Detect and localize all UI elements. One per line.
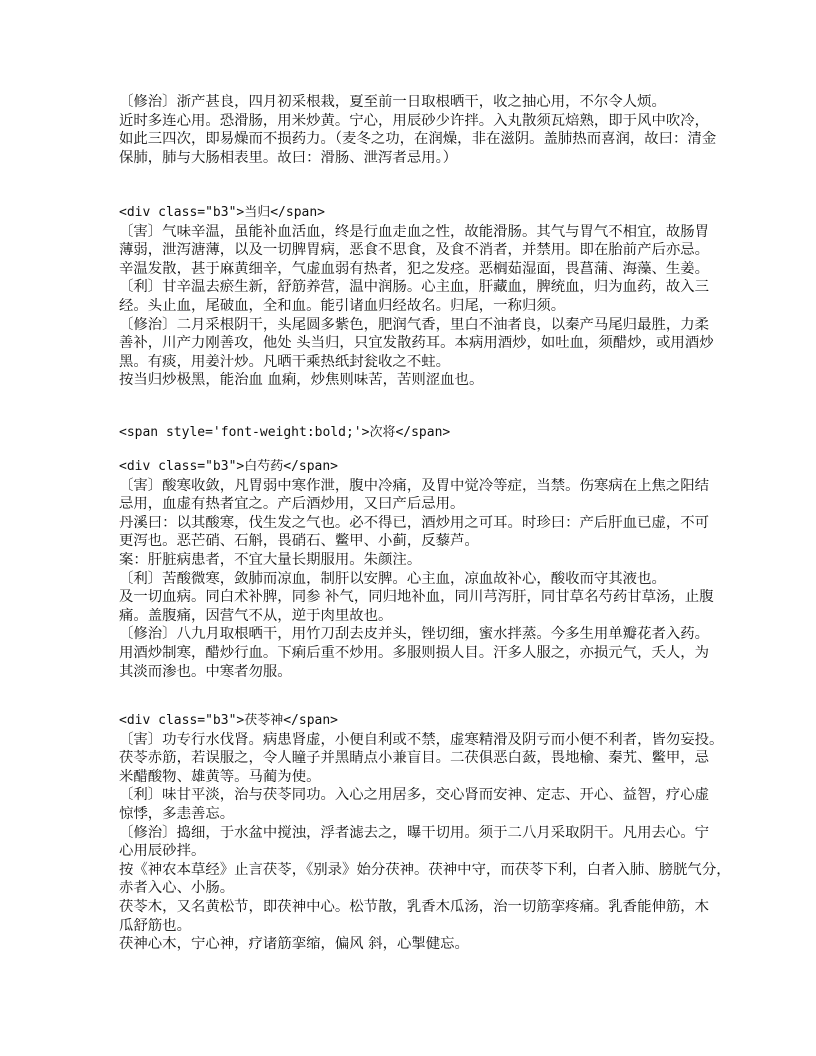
- text-line: 〔害〕气味辛温，虽能补血活血，终是行血走血之性，故能滑肠。其气与胃气不相宜，故肠胃: [119, 223, 710, 240]
- text-line: 按当归炒极黑，能治血 血痢，炒焦则味苦，苦则涩血也。: [119, 372, 484, 389]
- fulingshen-section: [119, 712, 731, 954]
- text-line: 〔害〕酸寒收敛，凡胃弱中寒作泄，腹中冷痛，及胃中觉冷等症，当禁。伤寒病在上焦之阳结: [119, 477, 710, 494]
- text-line: 近时多连心用。恐滑肠，用米炒黄。宁心，用辰砂少许拌。入丸散须瓦焙熟，即于风中吹冷，: [119, 112, 710, 129]
- text-line: 痛。盖腹痛，因营气不从，逆于肉里故也。: [119, 607, 393, 624]
- text-line: 赤者入心、小肠。: [119, 880, 235, 897]
- section-heading: <span style='font-weight:bold;'>次将</span>: [119, 425, 451, 440]
- text-line: 经。头止血，尾破血，全和血。能引诸血归经故名。归尾，一称归须。: [119, 297, 566, 314]
- cijiang-heading-section: [119, 424, 719, 443]
- text-line: 用酒炒制寒，醋炒行血。下痢后重不炒用。多服则损人目。汗多人服之，亦损元气，夭人，为: [119, 644, 710, 661]
- text-line: 更泻也。恶芒硝、石斛，畏硝石、鳖甲、小蓟，反藜芦。: [119, 533, 479, 550]
- text-line: 忌用，血虚有热者宜之。产后酒炒用，又曰产后忌用。: [119, 496, 465, 513]
- section-heading: <div class="b3">茯苓神</span>: [119, 713, 339, 728]
- text-line: 按《神农本草经》止言茯苓，《别录》始分茯神。茯神中守，而茯苓下利，白者入肺、膀胱气分，: [119, 861, 731, 878]
- text-line: 黑。有痰，用姜汁炒。凡晒干乘热纸封瓮收之不蛀。: [119, 353, 450, 370]
- text-line: 茯苓木，又名黄松节，即茯神中心。松节散，乳香木瓜汤，治一切筋挛疼痛。乳香能伸筋，木: [119, 898, 710, 915]
- text-line: 如此三四次，即易燥而不损药力。（麦冬之功，在润燥，非在滋阴。盖肺热而喜润，故曰：清金: [119, 131, 717, 148]
- text-line: 丹溪曰：以其酸寒，伐生发之气也。必不得已，酒炒用之可耳。时珍曰：产后肝血已虚，不可: [119, 514, 710, 531]
- section-heading: <div class="b3">白芍药</span>: [119, 459, 339, 474]
- text-line: 〔修治〕八九月取根晒干，用竹刀刮去皮并头，锉切细，蜜水拌蒸。今多生用单瓣花者入药。: [119, 626, 710, 643]
- text-line: 〔修治〕浙产甚良，四月初采根栽，夏至前一日取根晒干，收之抽心用，不尔令人烦。: [119, 94, 666, 110]
- text-line: 惊悸，多恚善忘。: [119, 805, 235, 822]
- text-line: 茯苓赤筋，若误服之，令人瞳子并黑睛点小兼盲目。二茯俱恶白蔹，畏地榆、秦艽、鳖甲，忌: [119, 750, 710, 767]
- text-line: 心用辰砂拌。: [119, 843, 206, 860]
- text-line: 其淡而渗也。中寒者勿服。: [119, 663, 292, 680]
- text-line: 保肺，肺与大肠相表里。故曰：滑肠、泄泻者忌用。）: [119, 149, 458, 166]
- text-line: 瓜舒筋也。: [119, 917, 191, 934]
- text-line: 〔修治〕二月采根阴干，头尾圆多紫色，肥润气香，里白不油者良，以秦产马尾归最胜，力柔: [119, 316, 710, 333]
- text-line: 薄弱，泄泻溏薄，以及一切脾胃病，恶食不思食，及食不消者，并禁用。即在胎前产后亦忌。: [119, 242, 710, 259]
- danggui-section: [119, 204, 719, 390]
- text-line: 辛温发散，甚于麻黄细辛，气虚血弱有热者，犯之发痉。恶榈茹湿面，畏菖蒲、海藻、生姜。: [119, 260, 710, 277]
- text-line: 〔利〕甘辛温去瘀生新，舒筋养营，温中润肠。心主血，肝藏血，脾统血，归为血药，故入三: [119, 279, 710, 296]
- text-line: 〔修治〕捣细，于水盆中搅浊，浮者滤去之，曝干切用。须于二八月采取阴干。凡用去心。宁: [119, 824, 710, 841]
- baishaoyao-section: [119, 458, 719, 681]
- text-line: 〔害〕功专行水伐肾。病患肾虚，小便自利或不禁，虚寒精滑及阴亏而小便不利者，皆勿妄投。: [119, 731, 724, 748]
- section-heading: <div class="b3">当归</span>: [119, 205, 326, 220]
- text-line: 案：肝脏病患者，不宜大量长期服用。朱颜注。: [119, 551, 422, 568]
- text-line: 茯神心木，宁心神，疗诸筋挛缩，偏风 斜，心掣健忘。: [119, 936, 469, 953]
- text-line: 善补，川产力刚善攻，他处 头当归，只宜发散药耳。本病用酒炒，如吐血，须醋炒，或用酒炒: [119, 335, 714, 352]
- text-line: 及一切血病。同白术补脾，同参 补气，同归地补血，同川芎泻肝，同甘草名芍药甘草汤，止腹: [119, 589, 714, 606]
- text-line: 〔利〕苦酸微寒，敛肺而凉血，制肝以安脾。心主血，凉血故补心，酸收而守其液也。: [119, 570, 666, 587]
- text-line: 〔利〕味甘平淡，治与茯苓同功。入心之用居多，交心肾而安神、定志、开心、益智，疗心虚: [119, 787, 710, 804]
- maidong-processing-section: [119, 93, 719, 167]
- text-line: 米醋酸物、雄黄等。马蔺为使。: [119, 768, 321, 785]
